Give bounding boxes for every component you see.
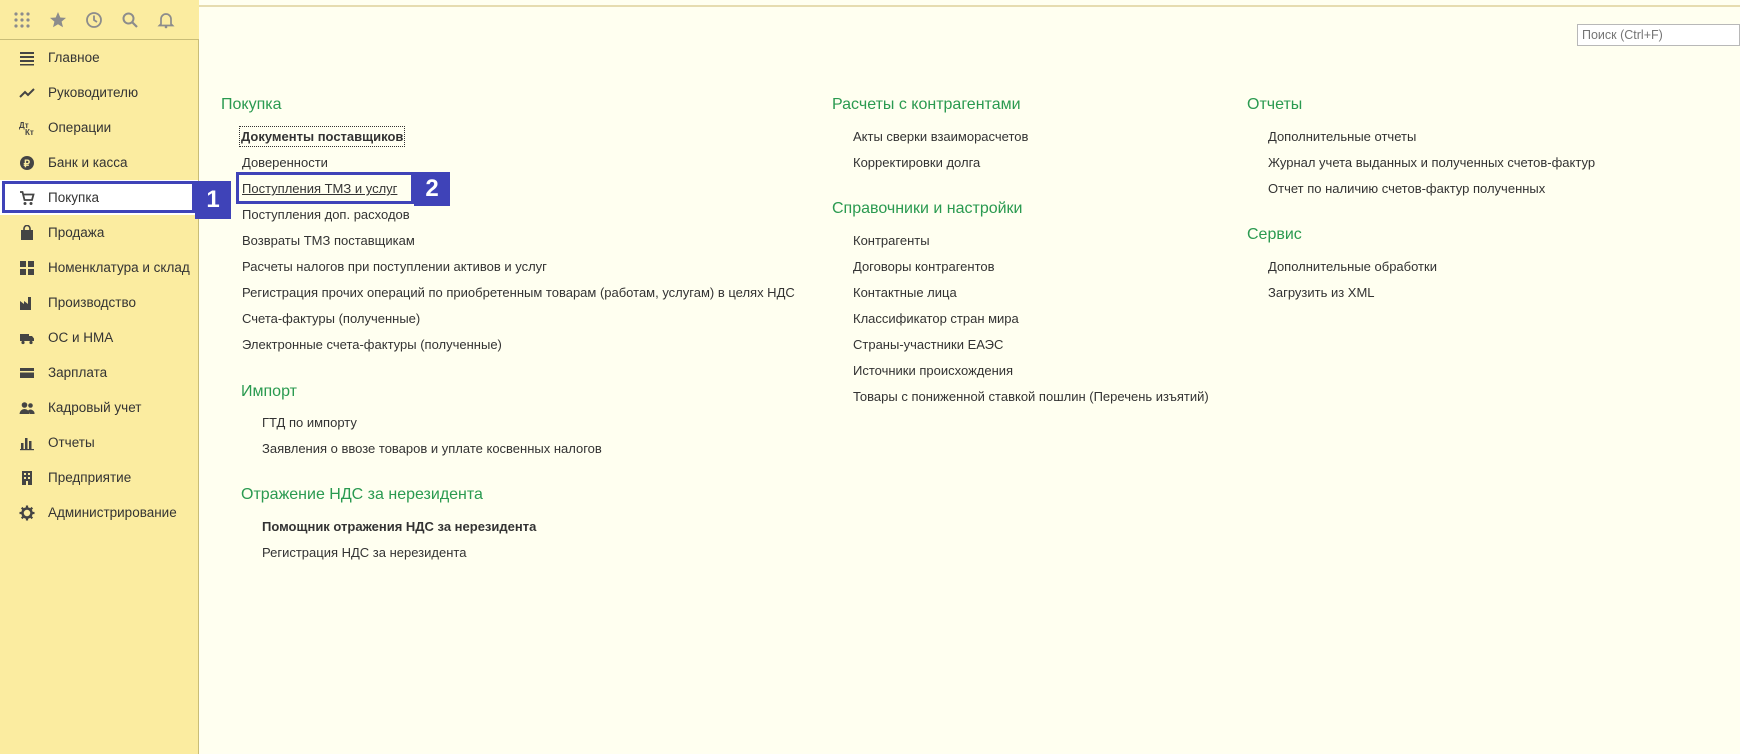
- link-debt-adjustments[interactable]: Корректировки долга: [853, 155, 981, 170]
- link-reconciliation-acts[interactable]: Акты сверки взаиморасчетов: [853, 129, 1029, 144]
- bar-chart-icon: [18, 434, 36, 452]
- link-powers-of-attorney[interactable]: Доверенности: [242, 155, 328, 170]
- sidebar-item-hr[interactable]: [0, 390, 198, 425]
- sidebar-item-label: Банк и касса: [48, 155, 128, 170]
- sidebar-item-fixed-assets[interactable]: [0, 320, 198, 355]
- sidebar-item-operations[interactable]: [0, 110, 198, 145]
- link-electronic-invoices[interactable]: Электронные счета-фактуры (полученные): [242, 337, 502, 352]
- link-origin-sources[interactable]: Источники происхождения: [853, 363, 1014, 378]
- sidebar-item-label: Операции: [48, 120, 112, 135]
- top-toolbar: [0, 0, 199, 40]
- section-title-reports: Отчеты: [1247, 96, 1303, 113]
- truck-icon: [18, 329, 36, 347]
- link-customs-declarations[interactable]: ГТД по импорту: [262, 415, 357, 430]
- link-counterparties[interactable]: Контрагенты: [853, 233, 930, 248]
- section-title-settlements: Расчеты с контрагентами: [832, 96, 1021, 113]
- sidebar-item-label: Кадровый учет: [48, 400, 142, 415]
- section-title-vat-nonresident: Отражение НДС за нерезидента: [241, 486, 483, 503]
- link-contracts[interactable]: Договоры контрагентов: [853, 259, 995, 274]
- bell-icon[interactable]: [156, 10, 176, 30]
- link-invoice-availability-report[interactable]: Отчет по наличию счетов-фактур полученных: [1268, 181, 1546, 196]
- sidebar-item-production[interactable]: [0, 285, 198, 320]
- sidebar-item-bank[interactable]: [0, 145, 198, 180]
- apps-grid-icon[interactable]: [12, 10, 32, 30]
- menu-lines-icon: [18, 49, 36, 67]
- link-invoices-received[interactable]: Счета-фактуры (полученные): [242, 311, 421, 326]
- sidebar-item-label: Номенклатура и склад: [48, 260, 190, 275]
- sidebar-item-label: Покупка: [48, 190, 100, 205]
- sidebar-item-reports[interactable]: [0, 425, 198, 460]
- section-title-directories: Справочники и настройки: [832, 200, 1023, 217]
- link-supplier-documents[interactable]: Документы поставщиков: [241, 129, 404, 144]
- link-eaeu-countries[interactable]: Страны-участники ЕАЭС: [853, 337, 1004, 352]
- link-load-from-xml[interactable]: Загрузить из XML: [1268, 285, 1375, 300]
- link-vat-operations-registration[interactable]: Регистрация прочих операций по приобретенным товарам (работам, услугам) в целях НДС: [242, 285, 795, 300]
- shopping-bag-icon: [18, 224, 36, 242]
- svg-text:₽: ₽: [23, 158, 30, 170]
- link-additional-reports[interactable]: Дополнительные отчеты: [1268, 129, 1417, 144]
- link-vat-assistant[interactable]: Помощник отражения НДС за нерезидента: [262, 519, 537, 534]
- section-title-import: Импорт: [241, 383, 297, 400]
- link-goods-receipts[interactable]: Поступления ТМЗ и услуг: [242, 181, 398, 196]
- sidebar-item-administration[interactable]: [0, 495, 198, 530]
- link-vat-registration[interactable]: Регистрация НДС за нерезидента: [262, 545, 467, 560]
- debit-credit-icon: [18, 119, 36, 137]
- link-additional-processing[interactable]: Дополнительные обработки: [1268, 259, 1437, 274]
- sidebar-item-management[interactable]: [0, 75, 198, 110]
- wallet-icon: [18, 364, 36, 382]
- sidebar-item-nomenclature[interactable]: [0, 250, 198, 285]
- cart-icon: [18, 189, 36, 207]
- sidebar-item-label: Администрирование: [48, 505, 177, 520]
- section-title-service: Сервис: [1247, 226, 1302, 243]
- link-import-applications[interactable]: Заявления о ввозе товаров и уплате косвенных налогов: [262, 441, 602, 456]
- link-invoice-journal[interactable]: Журнал учета выданных и полученных счетов-фактур: [1268, 155, 1596, 170]
- sidebar-item-enterprise[interactable]: [0, 460, 198, 495]
- link-contact-persons[interactable]: Контактные лица: [853, 285, 957, 300]
- people-icon: [18, 399, 36, 417]
- sidebar-item-label: ОС и НМА: [48, 330, 114, 345]
- search-icon[interactable]: [120, 10, 140, 30]
- svg-text:Дт: Дт: [19, 120, 29, 130]
- sidebar-item-label: Отчеты: [48, 435, 95, 450]
- sidebar-item-purchase[interactable]: [0, 180, 198, 215]
- coin-icon: [18, 154, 36, 172]
- sidebar-item-label: Предприятие: [48, 470, 132, 485]
- step-badge-1: 1: [195, 181, 231, 219]
- building-icon: [18, 469, 36, 487]
- factory-icon: [18, 294, 36, 312]
- section-title-purchase: Покупка: [221, 96, 282, 113]
- link-additional-expenses[interactable]: Поступления доп. расходов: [242, 207, 410, 222]
- star-icon[interactable]: [48, 10, 68, 30]
- gear-icon: [18, 504, 36, 522]
- sidebar-item-main[interactable]: [0, 40, 198, 75]
- link-returns-to-suppliers[interactable]: Возвраты ТМЗ поставщикам: [242, 233, 415, 248]
- svg-text:Кт: Кт: [25, 127, 34, 136]
- link-reduced-duty-goods[interactable]: Товары с пониженной ставкой пошлин (Перечень изъятий): [853, 389, 1209, 404]
- step-badge-2: 2: [414, 172, 450, 206]
- sidebar-item-salary[interactable]: [0, 355, 198, 390]
- sidebar-item-label: Главное: [48, 50, 100, 65]
- sidebar-item-label: Руководителю: [48, 85, 139, 100]
- search-input[interactable]: [1577, 24, 1740, 46]
- sidebar-item-sales[interactable]: [0, 215, 198, 250]
- section-sidebar: [0, 40, 199, 754]
- top-divider: [199, 5, 1740, 7]
- trend-chart-icon: [18, 84, 36, 102]
- link-tax-calculations[interactable]: Расчеты налогов при поступлении активов и услуг: [242, 259, 547, 274]
- sidebar-item-label: Продажа: [48, 225, 105, 240]
- sidebar-item-label: Зарплата: [48, 365, 108, 380]
- link-country-classifier[interactable]: Классификатор стран мира: [853, 311, 1019, 326]
- sidebar-item-label: Производство: [48, 295, 137, 310]
- history-icon[interactable]: [84, 10, 104, 30]
- warehouse-grid-icon: [18, 259, 36, 277]
